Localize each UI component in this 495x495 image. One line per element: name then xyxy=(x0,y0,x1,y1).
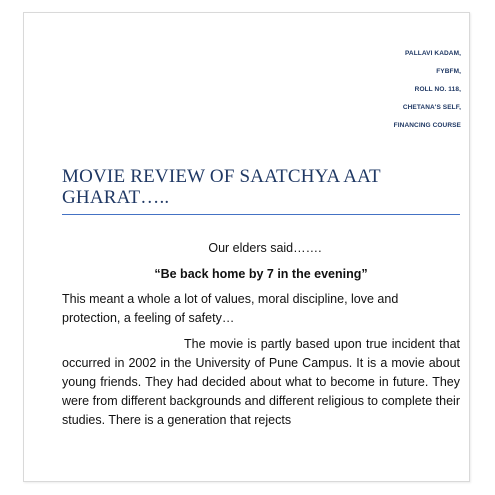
document-title: MOVIE REVIEW OF SAATCHYA AAT GHARAT….. xyxy=(62,166,381,208)
document-body xyxy=(62,239,460,430)
intro-line: Our elders said……. xyxy=(208,241,322,255)
author-roll-number: ROLL NO. 118, xyxy=(414,86,461,93)
paragraph-values: This meant a whole a lot of values, moral discipline, love and protection, a feeling of safety… xyxy=(62,292,399,325)
document-page xyxy=(23,12,470,482)
title-underline xyxy=(62,214,460,215)
author-institution: CHETANA'S SELF, xyxy=(402,104,461,111)
author-info xyxy=(394,45,461,135)
author-class: FYBFM, xyxy=(436,68,461,75)
author-name: PALLAVI KADAM, xyxy=(404,50,461,57)
paragraph-movie: The movie is partly based upon true incident that occurred in 2002 in the University of Pune Campus. It is a movie about young friends. They had decided about what to become in future. They were from different backgrounds and different religious to complete their studies. There is a generation that rejects xyxy=(62,337,460,427)
author-course: FINANCING COURSE xyxy=(393,122,461,129)
quote-line: “Be back home by 7 in the evening” xyxy=(154,267,368,281)
